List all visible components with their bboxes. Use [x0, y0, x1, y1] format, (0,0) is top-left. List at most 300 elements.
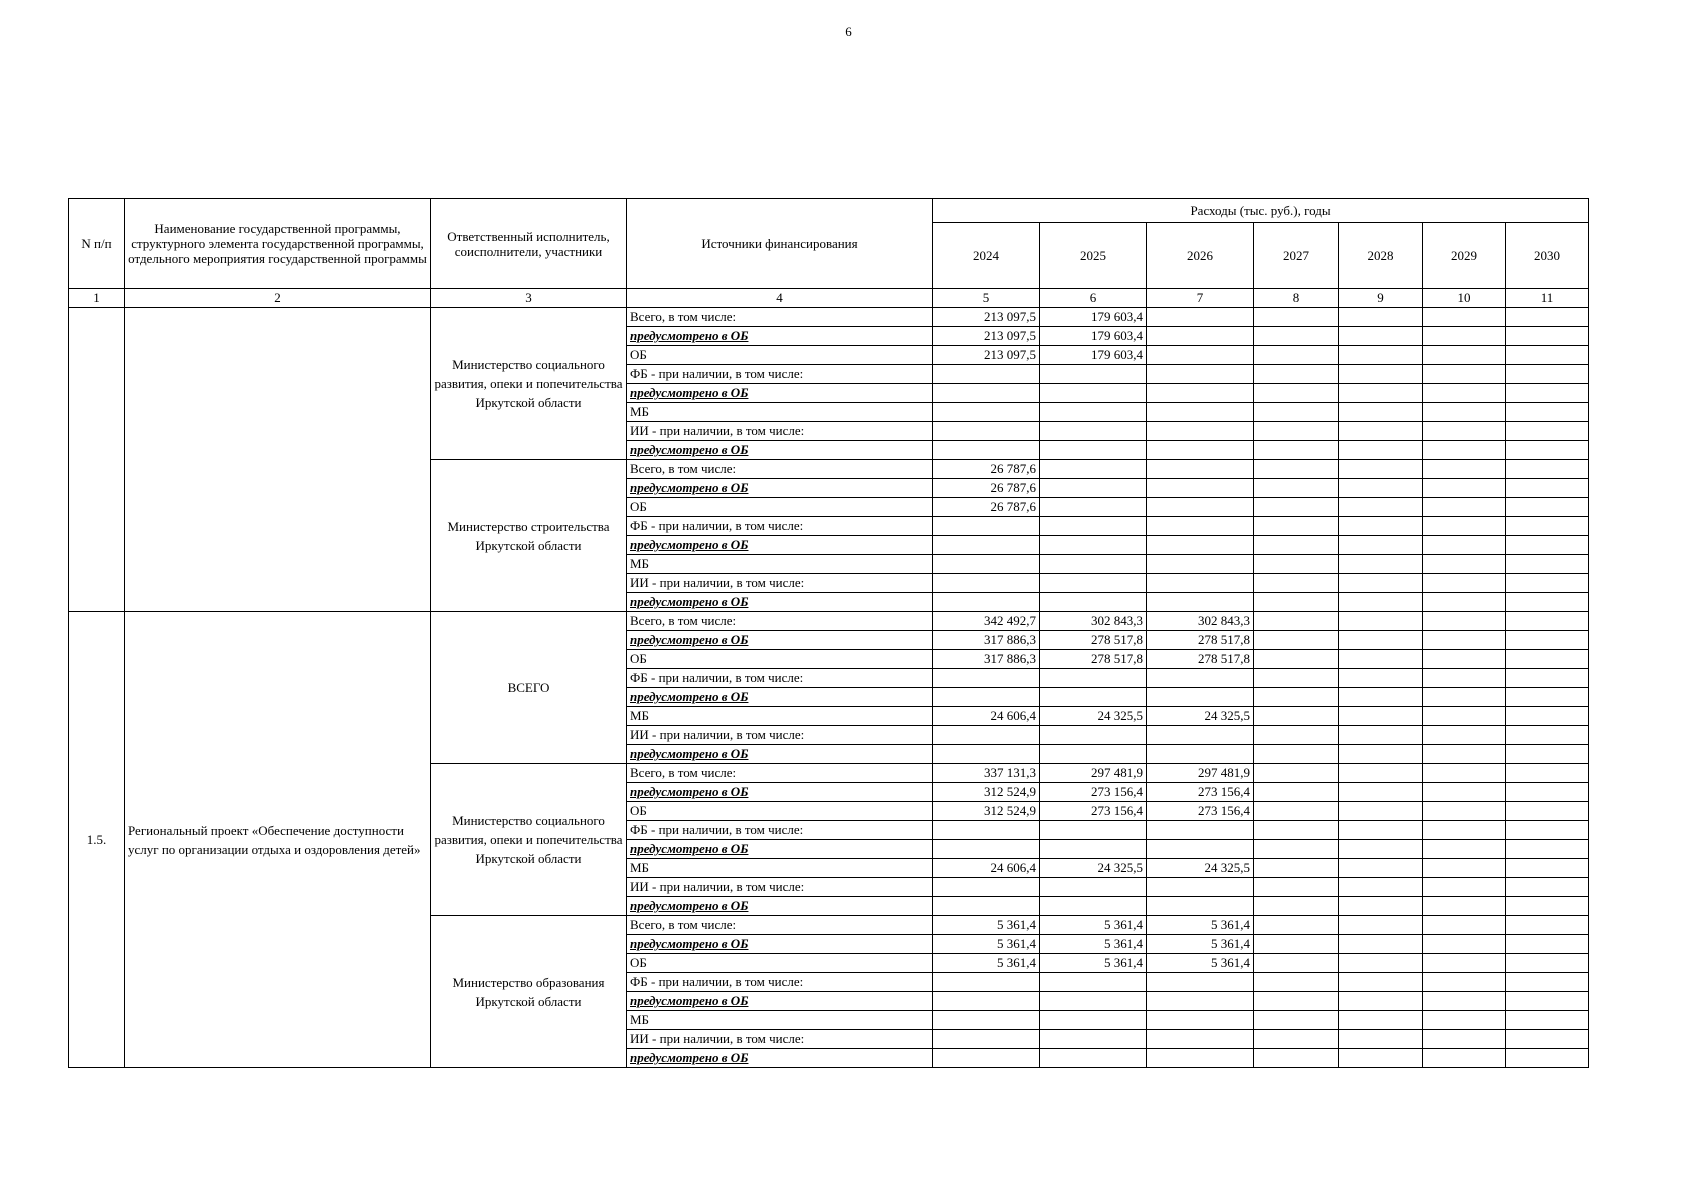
amount-cell — [1423, 916, 1506, 935]
funding-source: ОБ — [627, 802, 933, 821]
amount-cell — [1040, 479, 1147, 498]
amount-cell — [1423, 878, 1506, 897]
amount-cell — [1423, 726, 1506, 745]
amount-cell: 5 361,4 — [933, 916, 1040, 935]
funding-source: МБ — [627, 403, 933, 422]
amount-cell — [1506, 650, 1589, 669]
amount-cell — [1147, 897, 1254, 916]
amount-cell: 317 886,3 — [933, 631, 1040, 650]
amount-cell — [1040, 745, 1147, 764]
amount-cell — [1147, 479, 1254, 498]
amount-cell — [1423, 422, 1506, 441]
funding-source: ФБ - при наличии, в том числе: — [627, 669, 933, 688]
column-number: 1 — [69, 289, 125, 308]
amount-cell — [1040, 688, 1147, 707]
amount-cell — [1423, 1011, 1506, 1030]
amount-cell: 213 097,5 — [933, 346, 1040, 365]
amount-cell — [1254, 1049, 1339, 1068]
amount-cell — [1506, 783, 1589, 802]
amount-cell — [933, 403, 1040, 422]
amount-cell — [1423, 840, 1506, 859]
funding-source: ОБ — [627, 650, 933, 669]
amount-cell — [1339, 973, 1423, 992]
item-number — [69, 308, 125, 612]
amount-cell — [1254, 441, 1339, 460]
amount-cell — [1147, 821, 1254, 840]
amount-cell: 26 787,6 — [933, 479, 1040, 498]
amount-cell — [1339, 536, 1423, 555]
column-number: 4 — [627, 289, 933, 308]
amount-cell — [1423, 403, 1506, 422]
amount-cell — [1506, 859, 1589, 878]
funding-source: МБ — [627, 1011, 933, 1030]
amount-cell — [1506, 517, 1589, 536]
header-executor: Ответственный исполнитель, соисполнители, участники — [431, 199, 627, 289]
amount-cell — [1254, 384, 1339, 403]
amount-cell — [933, 1030, 1040, 1049]
amount-cell — [1254, 498, 1339, 517]
amount-cell — [1506, 764, 1589, 783]
amount-cell — [1254, 460, 1339, 479]
amount-cell — [1506, 612, 1589, 631]
amount-cell — [1506, 1011, 1589, 1030]
amount-cell — [1147, 1049, 1254, 1068]
amount-cell — [1040, 517, 1147, 536]
amount-cell — [1147, 593, 1254, 612]
amount-cell: 278 517,8 — [1147, 650, 1254, 669]
amount-cell: 213 097,5 — [933, 308, 1040, 327]
amount-cell — [1506, 365, 1589, 384]
amount-cell — [1147, 384, 1254, 403]
amount-cell — [1147, 688, 1254, 707]
table-body — [69, 308, 1589, 1068]
amount-cell — [1254, 422, 1339, 441]
amount-cell — [1254, 669, 1339, 688]
amount-cell — [1147, 346, 1254, 365]
amount-cell — [1423, 346, 1506, 365]
amount-cell: 278 517,8 — [1147, 631, 1254, 650]
amount-cell — [1147, 498, 1254, 517]
funding-source: предусмотрено в ОБ — [627, 897, 933, 916]
amount-cell — [1254, 479, 1339, 498]
amount-cell — [1254, 935, 1339, 954]
amount-cell — [1339, 422, 1423, 441]
amount-cell — [1040, 1011, 1147, 1030]
amount-cell: 5 361,4 — [1040, 954, 1147, 973]
amount-cell — [1506, 897, 1589, 916]
amount-cell — [1040, 403, 1147, 422]
amount-cell — [1339, 612, 1423, 631]
amount-cell — [1339, 935, 1423, 954]
amount-cell — [933, 384, 1040, 403]
amount-cell — [1339, 783, 1423, 802]
funding-source: предусмотрено в ОБ — [627, 384, 933, 403]
amount-cell — [933, 669, 1040, 688]
amount-cell — [1254, 346, 1339, 365]
amount-cell — [1423, 460, 1506, 479]
amount-cell — [1423, 973, 1506, 992]
amount-cell — [1506, 536, 1589, 555]
amount-cell — [1506, 935, 1589, 954]
header-year: 2029 — [1423, 223, 1506, 289]
header-year: 2028 — [1339, 223, 1423, 289]
amount-cell — [933, 992, 1040, 1011]
amount-cell — [1254, 897, 1339, 916]
funding-source: предусмотрено в ОБ — [627, 441, 933, 460]
amount-cell — [1506, 441, 1589, 460]
funding-source: Всего, в том числе: — [627, 460, 933, 479]
funding-source: Всего, в том числе: — [627, 308, 933, 327]
executor-name: Министерство образования Иркутской области — [431, 916, 627, 1068]
column-number: 2 — [125, 289, 431, 308]
amount-cell: 26 787,6 — [933, 498, 1040, 517]
amount-cell — [1423, 859, 1506, 878]
amount-cell — [933, 441, 1040, 460]
executor-name: Министерство социального развития, опеки и попечительства Иркутской области — [431, 764, 627, 916]
amount-cell — [1506, 688, 1589, 707]
amount-cell — [1423, 669, 1506, 688]
amount-cell — [1254, 308, 1339, 327]
amount-cell — [1147, 745, 1254, 764]
amount-cell: 5 361,4 — [933, 954, 1040, 973]
funding-source: ОБ — [627, 346, 933, 365]
amount-cell — [933, 973, 1040, 992]
amount-cell — [1254, 859, 1339, 878]
amount-cell: 273 156,4 — [1147, 802, 1254, 821]
funding-source: ФБ - при наличии, в том числе: — [627, 821, 933, 840]
header-expenses: Расходы (тыс. руб.), годы — [933, 199, 1589, 223]
amount-cell — [1147, 403, 1254, 422]
amount-cell — [1254, 916, 1339, 935]
amount-cell — [1040, 460, 1147, 479]
amount-cell: 5 361,4 — [1147, 916, 1254, 935]
funding-source: предусмотрено в ОБ — [627, 783, 933, 802]
amount-cell — [1040, 821, 1147, 840]
amount-cell — [1254, 783, 1339, 802]
amount-cell — [933, 840, 1040, 859]
amount-cell — [1147, 517, 1254, 536]
amount-cell — [1339, 669, 1423, 688]
executor-name: ВСЕГО — [431, 612, 627, 764]
amount-cell: 273 156,4 — [1147, 783, 1254, 802]
amount-cell — [1423, 802, 1506, 821]
amount-cell — [1254, 517, 1339, 536]
amount-cell — [1423, 821, 1506, 840]
amount-cell — [1423, 498, 1506, 517]
table-row — [69, 612, 1589, 631]
amount-cell — [1339, 498, 1423, 517]
amount-cell: 24 325,5 — [1147, 859, 1254, 878]
amount-cell — [1506, 992, 1589, 1011]
amount-cell: 297 481,9 — [1147, 764, 1254, 783]
funding-source: предусмотрено в ОБ — [627, 992, 933, 1011]
amount-cell — [1423, 1030, 1506, 1049]
amount-cell — [1040, 441, 1147, 460]
amount-cell — [1506, 878, 1589, 897]
amount-cell: 273 156,4 — [1040, 783, 1147, 802]
table-row — [69, 308, 1589, 327]
program-name: Региональный проект «Обеспечение доступности услуг по организации отдыха и оздоровления детей» — [125, 612, 431, 1068]
amount-cell — [1506, 346, 1589, 365]
amount-cell: 317 886,3 — [933, 650, 1040, 669]
amount-cell — [1040, 593, 1147, 612]
amount-cell — [1423, 650, 1506, 669]
amount-cell — [1147, 536, 1254, 555]
amount-cell — [1254, 726, 1339, 745]
amount-cell — [1339, 1049, 1423, 1068]
amount-cell — [1423, 783, 1506, 802]
amount-cell — [1506, 821, 1589, 840]
amount-cell — [1254, 650, 1339, 669]
amount-cell — [1040, 574, 1147, 593]
funding-source: МБ — [627, 707, 933, 726]
column-number: 3 — [431, 289, 627, 308]
amount-cell — [1147, 973, 1254, 992]
amount-cell — [1506, 631, 1589, 650]
funding-source: ФБ - при наличии, в том числе: — [627, 973, 933, 992]
amount-cell — [1040, 992, 1147, 1011]
amount-cell — [1040, 973, 1147, 992]
amount-cell — [1040, 555, 1147, 574]
amount-cell: 302 843,3 — [1040, 612, 1147, 631]
header-year: 2024 — [933, 223, 1040, 289]
amount-cell — [1339, 650, 1423, 669]
amount-cell — [1147, 878, 1254, 897]
amount-cell — [1339, 859, 1423, 878]
amount-cell — [1040, 840, 1147, 859]
amount-cell — [933, 821, 1040, 840]
amount-cell — [933, 688, 1040, 707]
amount-cell — [1339, 954, 1423, 973]
amount-cell — [1339, 802, 1423, 821]
funding-source: предусмотрено в ОБ — [627, 840, 933, 859]
amount-cell — [933, 593, 1040, 612]
amount-cell — [1423, 365, 1506, 384]
amount-cell — [1506, 460, 1589, 479]
amount-cell — [1506, 707, 1589, 726]
funding-source: предусмотрено в ОБ — [627, 327, 933, 346]
amount-cell — [933, 517, 1040, 536]
amount-cell — [1254, 327, 1339, 346]
amount-cell — [1339, 1030, 1423, 1049]
amount-cell — [1506, 327, 1589, 346]
funding-source: предусмотрено в ОБ — [627, 745, 933, 764]
executor-name: Министерство социального развития, опеки и попечительства Иркутской области — [431, 308, 627, 460]
amount-cell — [1254, 593, 1339, 612]
amount-cell — [1506, 479, 1589, 498]
funding-source: ИИ - при наличии, в том числе: — [627, 878, 933, 897]
amount-cell — [1040, 498, 1147, 517]
funding-source: предусмотрено в ОБ — [627, 631, 933, 650]
amount-cell: 5 361,4 — [1147, 954, 1254, 973]
amount-cell — [1423, 555, 1506, 574]
header-year: 2026 — [1147, 223, 1254, 289]
amount-cell — [1040, 878, 1147, 897]
amount-cell — [1339, 688, 1423, 707]
amount-cell: 337 131,3 — [933, 764, 1040, 783]
amount-cell — [1506, 1049, 1589, 1068]
amount-cell — [1147, 574, 1254, 593]
amount-cell — [1147, 460, 1254, 479]
funding-source: ОБ — [627, 498, 933, 517]
amount-cell: 24 325,5 — [1040, 707, 1147, 726]
amount-cell — [1339, 897, 1423, 916]
header-program-name: Наименование государственной программы, структурного элемента государственной программы, отдельного мероприятия государственной программы — [125, 199, 431, 289]
funding-source: Всего, в том числе: — [627, 612, 933, 631]
amount-cell — [1423, 384, 1506, 403]
amount-cell — [1254, 631, 1339, 650]
header-year: 2027 — [1254, 223, 1339, 289]
funding-source: предусмотрено в ОБ — [627, 479, 933, 498]
amount-cell — [1147, 422, 1254, 441]
amount-cell — [1423, 517, 1506, 536]
amount-cell: 179 603,4 — [1040, 308, 1147, 327]
amount-cell — [1423, 688, 1506, 707]
funding-source: ИИ - при наличии, в том числе: — [627, 574, 933, 593]
amount-cell — [1339, 308, 1423, 327]
amount-cell — [1040, 384, 1147, 403]
amount-cell: 5 361,4 — [1147, 935, 1254, 954]
program-name — [125, 308, 431, 612]
amount-cell — [1423, 327, 1506, 346]
funding-source: Всего, в том числе: — [627, 764, 933, 783]
amount-cell — [1147, 308, 1254, 327]
amount-cell — [1254, 612, 1339, 631]
amount-cell — [1506, 745, 1589, 764]
amount-cell — [1506, 726, 1589, 745]
amount-cell — [1147, 992, 1254, 1011]
amount-cell: 5 361,4 — [1040, 935, 1147, 954]
amount-cell — [1254, 707, 1339, 726]
amount-cell — [1339, 555, 1423, 574]
amount-cell — [1423, 536, 1506, 555]
amount-cell: 5 361,4 — [933, 935, 1040, 954]
amount-cell — [1339, 916, 1423, 935]
amount-cell — [1506, 954, 1589, 973]
amount-cell — [1339, 574, 1423, 593]
amount-cell — [1423, 1049, 1506, 1068]
amount-cell — [1423, 992, 1506, 1011]
funding-source: Всего, в том числе: — [627, 916, 933, 935]
amount-cell: 24 606,4 — [933, 859, 1040, 878]
amount-cell — [1147, 555, 1254, 574]
amount-cell — [1254, 365, 1339, 384]
table-header — [69, 199, 1589, 308]
amount-cell — [1254, 821, 1339, 840]
amount-cell: 5 361,4 — [1040, 916, 1147, 935]
funding-source: предусмотрено в ОБ — [627, 536, 933, 555]
column-number: 11 — [1506, 289, 1589, 308]
amount-cell — [1339, 840, 1423, 859]
amount-cell — [1040, 422, 1147, 441]
amount-cell — [933, 745, 1040, 764]
amount-cell — [1254, 954, 1339, 973]
amount-cell — [1339, 631, 1423, 650]
amount-cell — [1254, 878, 1339, 897]
funding-source: предусмотрено в ОБ — [627, 688, 933, 707]
amount-cell — [1147, 441, 1254, 460]
funding-source: ИИ - при наличии, в том числе: — [627, 1030, 933, 1049]
amount-cell — [1254, 764, 1339, 783]
amount-cell: 213 097,5 — [933, 327, 1040, 346]
amount-cell — [1423, 574, 1506, 593]
amount-cell — [1423, 441, 1506, 460]
amount-cell — [933, 726, 1040, 745]
amount-cell: 312 524,9 — [933, 802, 1040, 821]
column-number: 10 — [1423, 289, 1506, 308]
amount-cell — [1040, 726, 1147, 745]
amount-cell — [1254, 536, 1339, 555]
amount-cell: 24 606,4 — [933, 707, 1040, 726]
column-number: 9 — [1339, 289, 1423, 308]
amount-cell — [1339, 384, 1423, 403]
amount-cell — [1339, 460, 1423, 479]
amount-cell — [1423, 707, 1506, 726]
header-number: N п/п — [69, 199, 125, 289]
funding-source: ИИ - при наличии, в том числе: — [627, 726, 933, 745]
amount-cell — [1506, 574, 1589, 593]
amount-cell: 179 603,4 — [1040, 327, 1147, 346]
amount-cell — [1339, 593, 1423, 612]
amount-cell — [1254, 840, 1339, 859]
amount-cell — [1254, 802, 1339, 821]
amount-cell — [1506, 498, 1589, 517]
amount-cell — [933, 1011, 1040, 1030]
amount-cell — [1506, 1030, 1589, 1049]
funding-source: ИИ - при наличии, в том числе: — [627, 422, 933, 441]
amount-cell — [1339, 403, 1423, 422]
amount-cell — [1040, 536, 1147, 555]
funding-source: предусмотрено в ОБ — [627, 1049, 933, 1068]
funding-source: ФБ - при наличии, в том числе: — [627, 517, 933, 536]
column-number: 7 — [1147, 289, 1254, 308]
amount-cell — [1254, 1011, 1339, 1030]
amount-cell — [1147, 365, 1254, 384]
header-funding-source: Источники финансирования — [627, 199, 933, 289]
amount-cell — [1506, 973, 1589, 992]
funding-source: ОБ — [627, 954, 933, 973]
column-number: 5 — [933, 289, 1040, 308]
amount-cell — [1254, 745, 1339, 764]
amount-cell — [1339, 745, 1423, 764]
amount-cell — [1339, 821, 1423, 840]
amount-cell — [1254, 555, 1339, 574]
amount-cell — [1339, 707, 1423, 726]
amount-cell — [1506, 555, 1589, 574]
header-year: 2025 — [1040, 223, 1147, 289]
amount-cell — [933, 897, 1040, 916]
budget-table — [68, 198, 1589, 1068]
amount-cell — [1040, 365, 1147, 384]
amount-cell — [1254, 403, 1339, 422]
amount-cell — [1147, 327, 1254, 346]
funding-source: МБ — [627, 555, 933, 574]
amount-cell — [1423, 612, 1506, 631]
amount-cell — [1506, 593, 1589, 612]
amount-cell — [1254, 992, 1339, 1011]
amount-cell — [1339, 517, 1423, 536]
amount-cell: 278 517,8 — [1040, 650, 1147, 669]
item-number: 1.5. — [69, 612, 125, 1068]
amount-cell — [1339, 441, 1423, 460]
amount-cell — [1423, 745, 1506, 764]
amount-cell: 342 492,7 — [933, 612, 1040, 631]
amount-cell — [1339, 878, 1423, 897]
amount-cell: 278 517,8 — [1040, 631, 1147, 650]
amount-cell — [1506, 403, 1589, 422]
amount-cell: 24 325,5 — [1040, 859, 1147, 878]
page-number: 6 — [845, 24, 852, 39]
